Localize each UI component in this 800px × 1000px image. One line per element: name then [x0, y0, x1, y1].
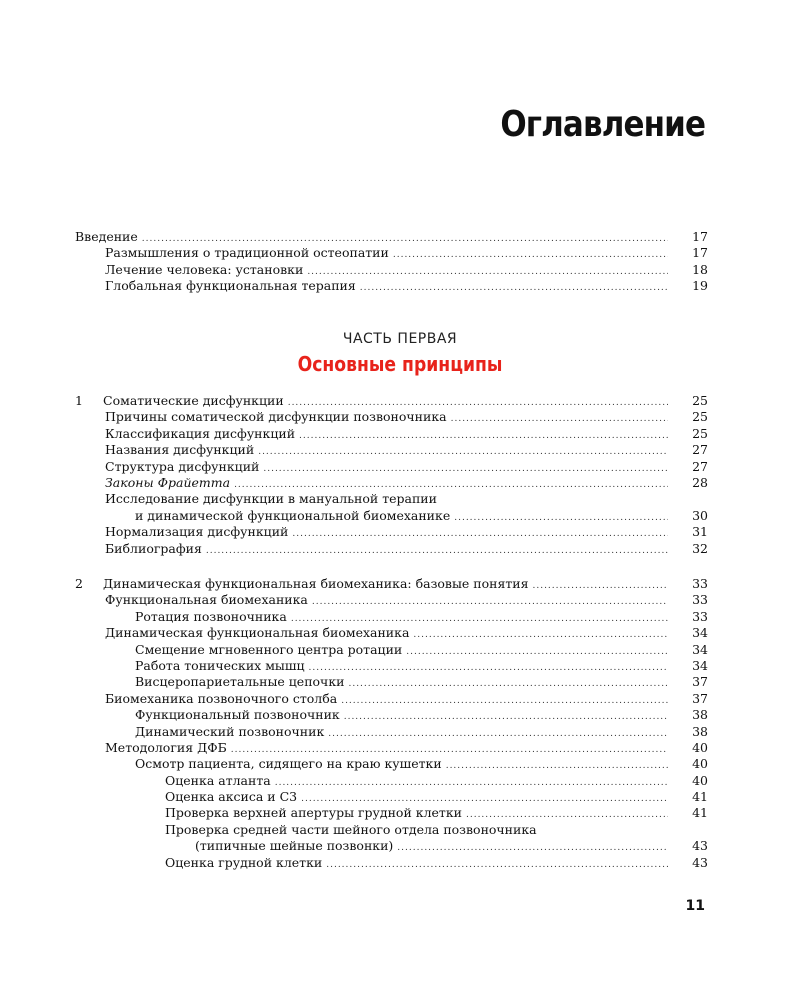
- toc-entry-page: 33: [692, 592, 708, 608]
- toc-entry-label: Названия дисфункций: [105, 442, 255, 458]
- toc-entry-label: Нормализация дисфункций: [105, 524, 289, 540]
- toc-entry: [75, 822, 708, 838]
- toc-entry-page: 37: [692, 690, 708, 706]
- toc-entry-label: Законы Фрайетта: [105, 474, 231, 490]
- toc-entry-label: Функциональная биомеханика: [105, 592, 308, 608]
- toc-entry-page: 41: [692, 789, 708, 805]
- toc-entry: [75, 773, 708, 789]
- toc-entry-page: 25: [692, 393, 708, 408]
- toc-entry-page: 34: [692, 625, 708, 641]
- toc-entry-page: 41: [692, 805, 708, 821]
- toc-entry-page: 37: [692, 674, 708, 690]
- toc-entry: [75, 740, 708, 756]
- toc-entry-page: 38: [692, 723, 708, 739]
- toc-entry-label: Оценка аксиса и С3: [165, 789, 298, 805]
- toc-entry-label: Висцеропариетальные цепочки: [135, 674, 345, 690]
- toc-entry: [75, 625, 708, 641]
- toc-entry: [75, 459, 708, 475]
- toc-entry-label: Размышления о традиционной остеопатии: [105, 245, 389, 261]
- toc-entry: [75, 658, 708, 674]
- toc-entry-label: Соматические дисфункции: [103, 393, 284, 408]
- toc-entry-label: Работа тонических мышц: [135, 657, 305, 673]
- toc-entry: [75, 541, 708, 557]
- toc-entry-page: 17: [692, 229, 708, 244]
- toc-entry: [75, 592, 708, 608]
- toc-entry: [75, 756, 708, 772]
- toc-entry: [75, 524, 708, 540]
- toc-entry-page: 17: [692, 245, 708, 261]
- toc-entry-page: 32: [692, 540, 708, 556]
- toc-entry: [75, 229, 708, 245]
- dot-leader: [360, 280, 668, 296]
- dot-leader: [326, 857, 668, 873]
- toc-entry-page: 34: [692, 641, 708, 657]
- chapter-number: 2: [75, 576, 83, 591]
- toc-entry-page: 25: [692, 425, 708, 441]
- toc-entry-label: Проверка средней части шейного отдела позвоночника: [165, 821, 537, 837]
- toc-entry-label: Лечение человека: установки: [105, 261, 304, 277]
- toc-entry-label: Оценка грудной клетки: [165, 854, 323, 870]
- toc-entry: [75, 491, 708, 507]
- toc-entry-page: 25: [692, 409, 708, 425]
- page-number: 11: [685, 898, 705, 914]
- toc-entry-page: 31: [692, 524, 708, 540]
- toc-entry-page: 33: [692, 576, 708, 591]
- toc-entry: [75, 262, 708, 278]
- toc-entry-label: Проверка верхней апертуры грудной клетки: [165, 805, 462, 821]
- toc-entry-page: 34: [692, 657, 708, 673]
- toc-entry: [75, 245, 708, 261]
- toc-entry: [75, 475, 708, 491]
- toc-entry-page: 30: [692, 507, 708, 523]
- part-title: Основные принципы: [297, 352, 503, 376]
- toc-entry-page: 43: [692, 854, 708, 870]
- toc-entry: [75, 674, 708, 690]
- toc-entry: [75, 426, 708, 442]
- toc-entry-page: 40: [692, 756, 708, 772]
- toc-chapter-1: [75, 393, 708, 557]
- toc-entry-label: Введение: [75, 229, 138, 244]
- toc-entry-page: 28: [692, 474, 708, 490]
- part-label: ЧАСТЬ ПЕРВАЯ: [342, 331, 458, 347]
- toc-chapter-2: [75, 576, 708, 871]
- dot-leader: [206, 543, 668, 559]
- toc-entry-label: и динамической функциональной биомеханике: [135, 507, 451, 523]
- toc-entry-label: Методология ДФБ: [105, 739, 227, 755]
- toc-entry: [75, 409, 708, 425]
- toc-entry-label: (типичные шейные позвонки): [195, 838, 394, 854]
- toc-entry: [75, 707, 708, 723]
- toc-entry-label: Динамический позвоночник: [135, 723, 325, 739]
- toc-entry-label: Ротация позвоночника: [135, 608, 287, 624]
- toc-entry-page: 18: [692, 261, 708, 277]
- toc-entry: [75, 508, 708, 524]
- toc-entry: [75, 805, 708, 821]
- toc-entry-page: 43: [692, 838, 708, 854]
- toc-entry-page: 40: [692, 772, 708, 788]
- toc-entry: [75, 724, 708, 740]
- toc-entry-label: Биомеханика позвоночного столба: [105, 690, 338, 706]
- chapter-number: 1: [75, 393, 83, 408]
- toc-entry-page: 27: [692, 442, 708, 458]
- toc-entry-page: 19: [692, 278, 708, 294]
- toc-entry-label: Динамическая функциональная биомеханика: [105, 625, 410, 641]
- toc-entry-label: Осмотр пациента, сидящего на краю кушетки: [135, 756, 442, 772]
- toc-entry-label: Причины соматической дисфункции позвоночника: [105, 409, 447, 425]
- toc-entry-page: 38: [692, 707, 708, 723]
- toc-entry: [75, 838, 708, 854]
- toc-entry-label: Структура дисфункций: [105, 458, 260, 474]
- toc-entry-label: Оценка атланта: [165, 772, 271, 788]
- toc-entry-label: Классификация дисфункций: [105, 425, 296, 441]
- toc-entry: [75, 691, 708, 707]
- toc-entry-page: 40: [692, 739, 708, 755]
- page-title: Оглавление: [500, 104, 705, 145]
- toc-entry: [75, 642, 708, 658]
- toc-introduction: [75, 229, 708, 295]
- toc-entry: [75, 855, 708, 871]
- toc-entry-page: 33: [692, 608, 708, 624]
- toc-entry: [75, 789, 708, 805]
- toc-entry-label: Смещение мгновенного центра ротации: [135, 641, 403, 657]
- toc-entry: [75, 393, 708, 409]
- toc-entry-label: Глобальная функциональная терапия: [105, 278, 356, 294]
- toc-entry-label: Библиография: [105, 540, 202, 556]
- toc-entry: [75, 442, 708, 458]
- toc-entry-page: 27: [692, 458, 708, 474]
- toc-entry-label: Динамическая функциональная биомеханика: базовые понятия: [103, 576, 529, 591]
- toc-entry: [75, 609, 708, 625]
- toc-entry-label: Исследование дисфункции в мануальной терапии: [105, 491, 437, 507]
- toc-entry: [75, 576, 708, 592]
- toc-entry-label: Функциональный позвоночник: [135, 707, 340, 723]
- toc-entry: [75, 278, 708, 294]
